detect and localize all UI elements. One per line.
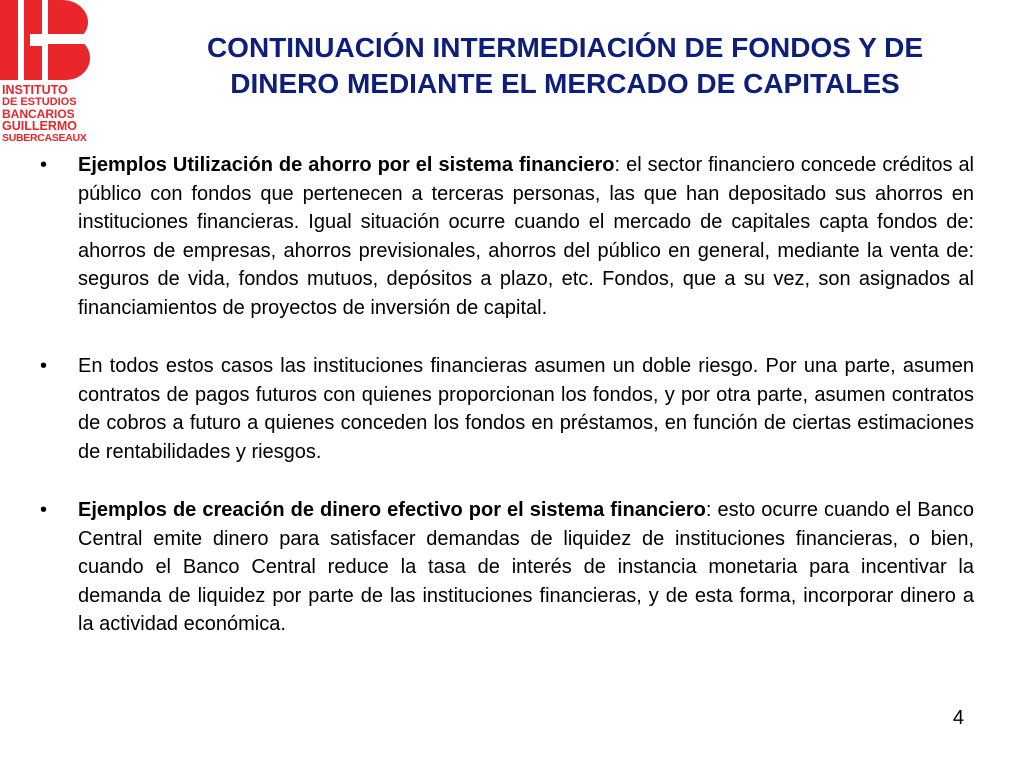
bullet-3-bold-lead: Ejemplos de creación de dinero efectivo por el sistema financiero bbox=[78, 499, 706, 521]
bullet-1-text: : el sector financiero concede créditos al público con fondos que pertenecen a terceras personas, las que han depositado sus ahorros en instituciones financieras. Igual situación ocurre cuando el mercado de capitales capta fondos de: ahorros de empresas, ahorros previsionales, ahorros del público en general, mediante la venta de: seguros de vida, fondos mutuos, depósitos a plazo, etc. Fondos, que a su vez, son asignados al financiamientos de proyectos de inversión de capital. bbox=[78, 154, 975, 319]
bullet-item-1 bbox=[40, 151, 974, 322]
logo-line-3: BANCARIOS bbox=[2, 107, 75, 121]
logo-line-1: INSTITUTO bbox=[2, 83, 68, 97]
bullet-3-text: : esto ocurre cuando el Banco Central emite dinero para satisfacer demandas de liquidez de instituciones financieras, o bien, cuando el Banco Central reduce la tasa de interés de instancia monetaria para incentivar la demanda de liquidez por parte de las instituciones financieras, y de esta forma, incorporar dinero a la actividad económica. bbox=[78, 499, 974, 635]
bullet-symbol: • bbox=[40, 499, 48, 521]
bullet-symbol: • bbox=[40, 154, 48, 176]
logo-wordmark bbox=[2, 84, 94, 144]
bullet-1-bold-lead: Ejemplos Utilización de ahorro por el sistema financiero bbox=[78, 154, 615, 176]
slide-title bbox=[120, 30, 1010, 102]
logo-line-5: SUBERCASEAUX bbox=[2, 132, 87, 144]
slide-title-line-1: CONTINUACIÓN INTERMEDIACIÓN DE FONDOS Y DE bbox=[206, 32, 924, 63]
slide-title-line-2: DINERO MEDIANTE EL MERCADO DE CAPITALES bbox=[230, 68, 900, 99]
bullet-symbol: • bbox=[40, 355, 48, 377]
logo-line-2: DE ESTUDIOS bbox=[2, 96, 77, 108]
bullet-item-3 bbox=[40, 496, 974, 639]
bullet-item-2 bbox=[40, 352, 974, 466]
institute-logo bbox=[0, 0, 96, 148]
logo-emblem-icon bbox=[0, 0, 96, 82]
bullet-2-text: En todos estos casos las instituciones financieras asumen un doble riesgo. Por una parte, asumen contratos de pagos futuros con quienes proporcionan los fondos, y por otra parte, asumen contratos de cobros a futuro a quienes conceden los fondos en préstamos, en función de ciertas estimaciones de rentabilidades y riesgos. bbox=[78, 355, 974, 463]
logo-line-4: GUILLERMO bbox=[2, 119, 77, 133]
page-number: 4 bbox=[952, 707, 964, 729]
bullet-list bbox=[40, 151, 974, 669]
